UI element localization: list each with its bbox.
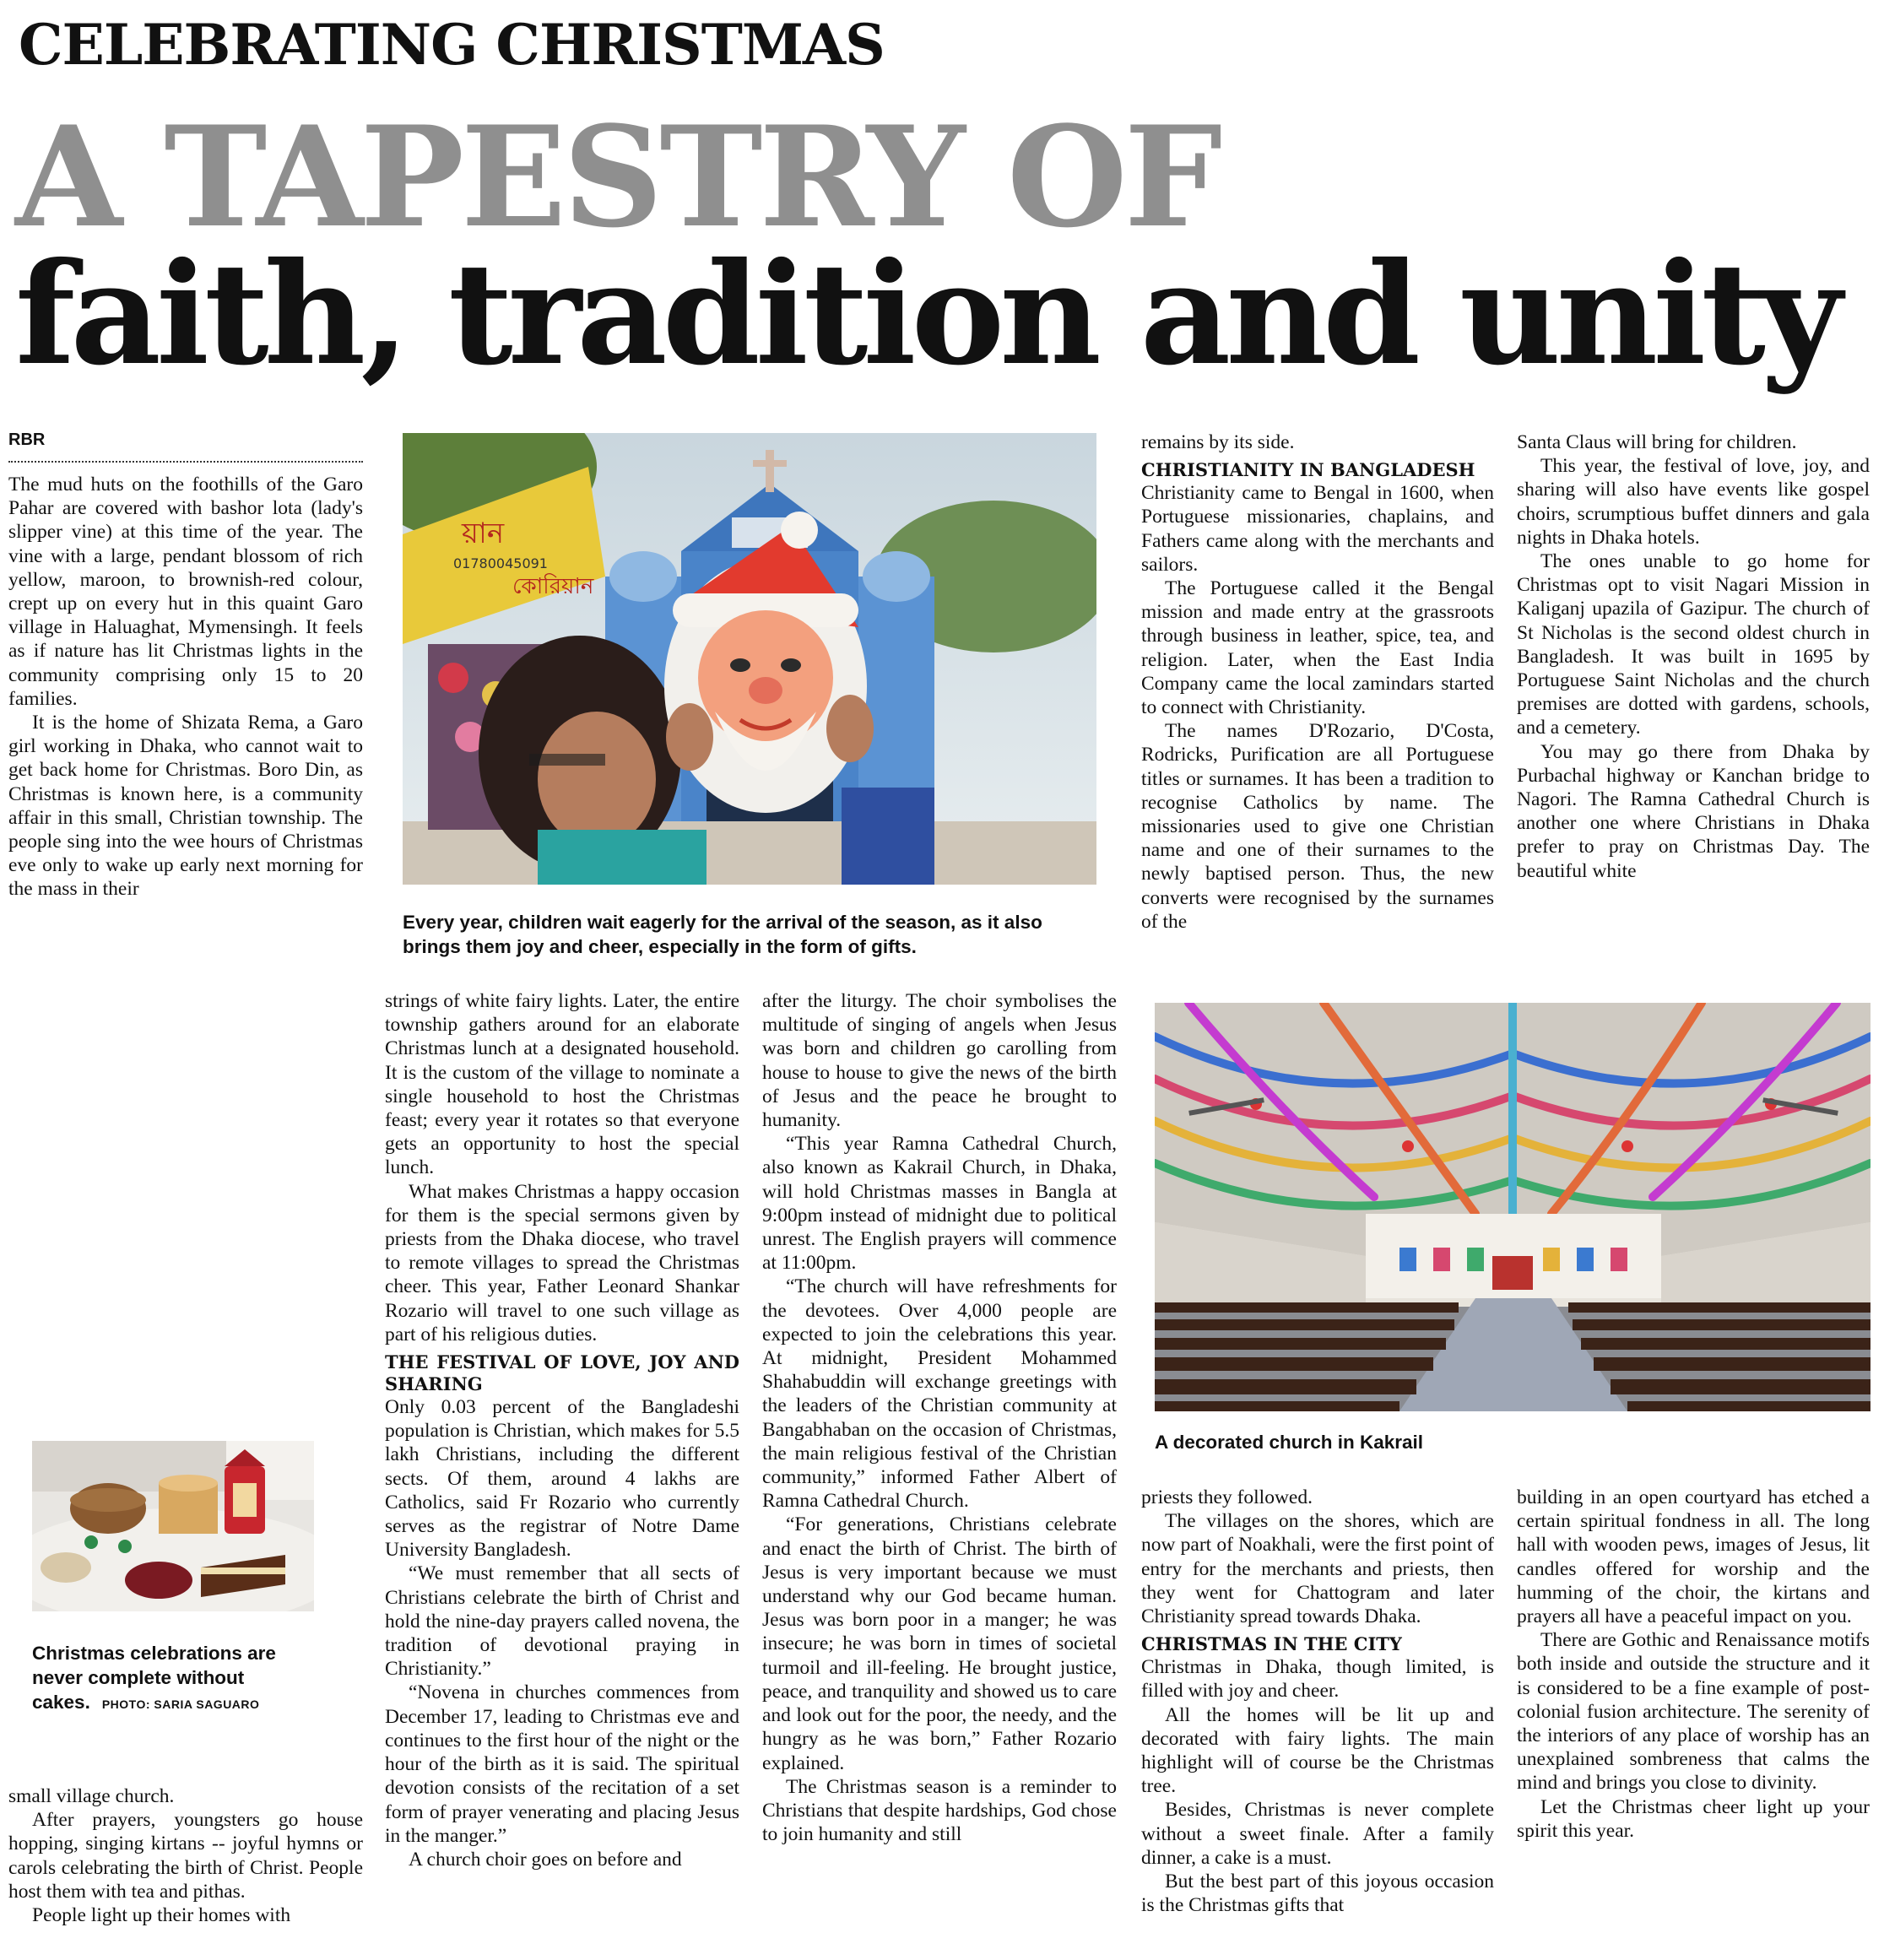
paragraph: building in an open courtyard has etched a certain spiritual fondness in all. The long hall with wooden pews, images of Jesus, lit candles offered for worship and the humming of the choir, the kirtans and prayers all have a peaceful impact on you. <box>1517 1486 1870 1628</box>
column-5-top <box>1517 430 1870 883</box>
column-2 <box>385 989 739 1871</box>
kicker: CELEBRATING CHRISTMAS <box>19 12 885 78</box>
column-5-bottom <box>1517 1486 1870 1843</box>
paragraph: strings of white fairy lights. Later, the entire township gathers around for an elaborate Christmas lunch at a designated household. It is the custom of the village to nominate a single household to host the Christmas feast; every year it rotates so that everyone gets an opportunity to host the special lunch. <box>385 990 739 1179</box>
headline-line1: A TAPESTRY OF <box>15 95 1220 258</box>
paragraph: remains by its side. <box>1141 431 1295 453</box>
paragraph: “For generations, Christians celebrate and enact the birth of Christ. The birth of Jesus is very important because we must understand why our God became human. Jesus was born poor in a manger; he was insecure; he was born in times of societal turmoil and ill-feeling. He brought justice, peace, and tranquility and showed us to care and look out for the poor, the needy, and the hungry as he was born,” Father Rozario explained. <box>762 1513 1117 1774</box>
paragraph: After prayers, youngsters go house hopping, singing kirtans -- joyful hymns or carols celebrating the birth of Christ. People host them with tea and pithas. <box>8 1809 363 1903</box>
paragraph: Christmas in Dhaka, though limited, is filled with joy and cheer. <box>1141 1656 1494 1703</box>
paragraph: Christianity came to Bengal in 1600, when Portuguese missionaries, chaplains, and Fathers came along with the merchants and sailors. <box>1141 482 1494 576</box>
section-heading: CHRISTIANITY IN BANGLADESH <box>1141 459 1475 481</box>
section-heading: THE FESTIVAL OF LOVE, JOY AND SHARING <box>385 1351 739 1395</box>
column-4-bottom <box>1141 1486 1494 1917</box>
byline: RBR <box>8 430 46 449</box>
santa-caption: Every year, children wait eagerly for the arrival of the season, as it also brings them joy and cheer, especially in the form of gifts. <box>403 912 1042 957</box>
paragraph: The mud huts on the foothills of the Garo Pahar are covered with bashor lota (lady's slipper vine) at this time of the year. The vine with a large, pendant blossom of rich yellow, maroon, to brownish-red colour, crept up on every hut in this quaint Garo village in Haluaghat, Mymensingh. It feels as if nature has lit Christmas lights in the community comprising only 15 to 20 families. <box>8 474 363 710</box>
column-3 <box>762 989 1117 1846</box>
sign-text-1: য়ান <box>462 517 505 550</box>
cake-caption <box>32 1641 319 1717</box>
paragraph: People light up their homes with <box>32 1904 291 1927</box>
paragraph: The ones unable to go home for Christmas opt to visit Nagari Mission in Kaliganj upazila of Gazipur. The church of St Nicholas is the second oldest church in Bangladesh. It was built in 1695 by Portuguese Saint Nicholas and the church premises are dotted with gardens, schools, and a cemetery. <box>1517 550 1870 739</box>
paragraph: The Portuguese called it the Bengal mission and made entry at the grassroots through business in leather, spice, tea, and religion. Later, when the East India Company came the local zamindars started to connect with Christianity. <box>1141 577 1494 719</box>
byline-divider <box>8 461 363 463</box>
paragraph: “The church will have refreshments for the devotees. Over 4,000 people are expected to join the celebrations this year. At midnight, President Mohammed Shahabuddin will exchange greetings with the leaders of the Christian community at Bangabhaban on the occasion of Christmas, the main religious festival of the Christian community,” informed Father Albert of Ramna Cathedral Church. <box>762 1275 1117 1513</box>
photo-credit-name: SARIA SAGUARO <box>154 1697 260 1711</box>
paragraph: The names D'Rozario, D'Costa, Rodricks, Purification are all Portuguese titles or surnames. It has been a tradition to recognise Catholics by name. The missionaries used to give one Christian name and one of their surnames to the newly baptised person. Thus, the new converts were recognised by the surnames of the <box>1141 720 1494 933</box>
church-caption: A decorated church in Kakrail <box>1155 1432 1424 1453</box>
paragraph: There are Gothic and Renaissance motifs both inside and outside the structure and it is considered to be a fine example of post-colonial fusion architecture. The serenity of the interiors of any place of worship has an unexplained sombreness that calms the mind and brings you close to divinity. <box>1517 1629 1870 1795</box>
paragraph: small village church. <box>8 1785 175 1807</box>
paragraph: after the liturgy. The choir symbolises the multitude of singing of angels when Jesus was born and children go carolling from house to house to give the news of the birth of Jesus and the peace he brought to humanity. <box>762 990 1117 1132</box>
paragraph: “We must remember that all sects of Christians celebrate the birth of Christ and hold the nine-day prayers called novena, the tradition of devotional praying in Christianity.” <box>385 1562 739 1681</box>
paragraph: “Novena in churches commences from December 17, leading to Christmas eve and continues to the first hour of the night or the hour of the birth as it is said. The spiritual devotion consists of the recitation of a set form of prayer venerating and placing Jesus in the manger.” <box>385 1681 739 1847</box>
sign-text-2: কোরিয়ান <box>512 574 594 599</box>
paragraph: The Christmas season is a reminder to Christians that despite hardships, God chose to join humanity and still <box>762 1775 1117 1846</box>
paragraph: A church choir goes on before and <box>409 1848 682 1871</box>
santa-photo <box>403 433 1096 885</box>
paragraph: “This year Ramna Cathedral Church, also known as Kakrail Church, in Dhaka, will hold Christmas masses in Bangla at 9:00pm instead of midnight due to political unrest. The English prayers will commence at 11:00pm. <box>762 1133 1117 1275</box>
paragraph: But the best part of this joyous occasion is the Christmas gifts that <box>1141 1871 1494 1917</box>
paragraph: You may go there from Dhaka by Purbachal highway or Kanchan bridge to Nagori. The Ramna Cathedral Church is another one where Christians in Dhaka prefer to pray on Christmas Day. The beautiful white <box>1517 740 1870 882</box>
paragraph: The villages on the shores, which are now part of Noakhali, were the first point of entry for the merchants and priests, then they went for Chattogram and later Christianity spread towards Dhaka. <box>1141 1510 1494 1628</box>
paragraph: It is the home of Shizata Rema, a Garo girl working in Dhaka, who cannot wait to get back home for Christmas. Boro Din, as Christmas is known here, is a community affair in this small, Christian township. The people sing into the wee hours of Christmas eve only to wake up early next morning for the mass in their <box>8 712 363 901</box>
column-1-bottom <box>8 1784 363 1927</box>
paragraph: What makes Christmas a happy occasion for them is the special sermons given by priests from the Dhaka diocese, who travel to remote villages to spread the Christmas cheer. This year, Father Leonard Shankar Rozario will travel to one such village as part of his religious duties. <box>385 1180 739 1345</box>
church-interior-photo <box>1155 1003 1870 1411</box>
column-1-top <box>8 473 363 901</box>
section-heading: CHRISTMAS IN THE CITY <box>1141 1633 1402 1655</box>
photo-credit-label: PHOTO: <box>101 1697 151 1711</box>
paragraph: This year, the festival of love, joy, and sharing will also have events like gospel choirs, scrumptious buffet dinners and gala nights in Dhaka hotels. <box>1517 455 1870 549</box>
cake-photo <box>32 1441 314 1611</box>
paragraph: Besides, Christmas is never complete without a sweet finale. After a family dinner, a cake is a must. <box>1141 1799 1494 1869</box>
paragraph: All the homes will be lit up and decorated with fairy lights. The main highlight will of course be the Christmas tree. <box>1141 1703 1494 1798</box>
paragraph: priests they followed. <box>1141 1486 1313 1508</box>
sign-phone: 01780045091 <box>453 555 548 571</box>
cake-caption-text: Christmas celebrations are never complete without cakes. <box>32 1643 276 1713</box>
paragraph: Only 0.03 percent of the Bangladeshi population is Christian, which makes for 5.5 lakh Christians, including the different sects. Of them, around 4 lakhs are Catholics, said Fr Rozario who currently serves as the registrar of Notre Dame University Bangladesh. <box>385 1396 739 1562</box>
photo-credit <box>102 1697 260 1711</box>
column-4-top <box>1141 430 1494 934</box>
headline-line2: faith, tradition and unity <box>15 232 1838 397</box>
paragraph: Let the Christmas cheer light up your spirit this year. <box>1517 1795 1870 1842</box>
paragraph: Santa Claus will bring for children. <box>1517 431 1797 453</box>
